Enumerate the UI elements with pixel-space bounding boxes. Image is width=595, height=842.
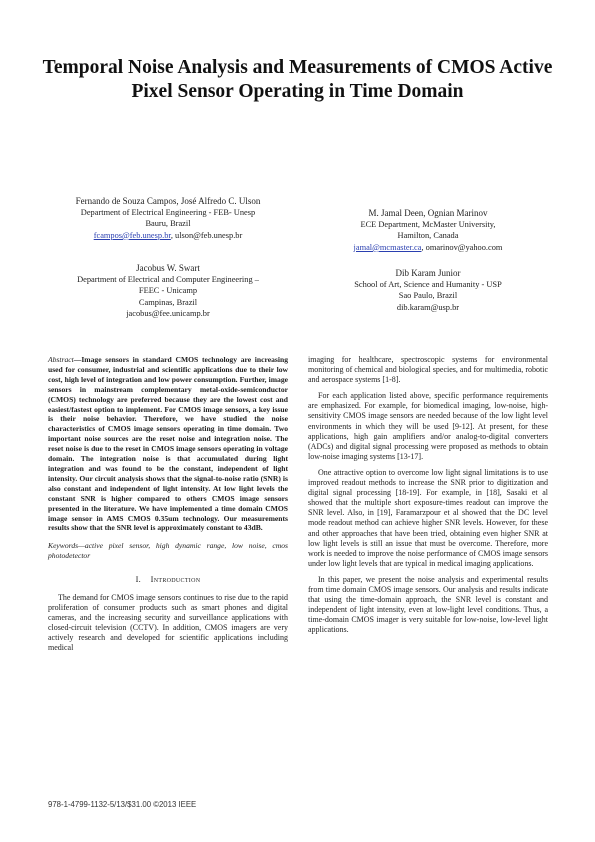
email-text: , omarinov@yahoo.com [421, 242, 503, 252]
author-block-karam [308, 268, 548, 313]
right-column [308, 355, 548, 641]
author-department: Department of Electrical Engineering - FEB- Unesp [80, 208, 256, 218]
section-heading-introduction [48, 575, 288, 585]
author-department: Department of Electrical and Computer Engineering – [77, 275, 259, 285]
email-link[interactable]: jamal@mcmaster.ca [353, 242, 422, 252]
abstract [48, 355, 288, 533]
section-number: I. [135, 574, 142, 584]
author-block-campos-ulson [48, 196, 288, 241]
copyright-footer: 978-1-4799-1132-5/13/$31.00 ©2013 IEEE [48, 800, 197, 809]
left-column [48, 355, 288, 659]
author-email: dib.karam@usp.br [396, 302, 460, 312]
author-email: jacobus@fee.unicamp.br [126, 308, 210, 318]
body-paragraph: imaging for healthcare, spectroscopic systems for environmental monitoring of chemical and biological species, and for multimedia, robotic and aerospace systems [1-8]. [308, 355, 548, 385]
author-names: Jacobus W. Swart [136, 263, 200, 273]
paper-title: Temporal Noise Analysis and Measurements of CMOS Active Pixel Sensor Operating in Time Domain [42, 57, 553, 102]
author-emails [308, 242, 548, 253]
intro-paragraph: The demand for CMOS image sensors continues to rise due to the rapid proliferation of consumer products such as smart phones and digital cameras, and the increasing security and surveillance applications with closed-circuit television (CCTV). In addition, CMOS imagers are very actively research and developed for scientific applications including medical [48, 592, 288, 653]
email-link[interactable]: fcampos@feb.unesp.br [93, 230, 171, 240]
abstract-text: —Image sensors in standard CMOS technology are increasing used for consumer, industrial and scientific applications due to their low cost, high level of integration and low power consumption. Further, image sensors in mainstream complementary metal-oxide-semiconductor (CMOS) technology are preferred because they are the lowest cost and easiest/fastest option to implement. For CMOS image sensors, a key issue is their noise behavior. Therefore, we have studied the noise characteristics of CMOS image sensors operating in time domain. Two important noise sources are the reset noise and integration noise. The reset noise is due to the reset in CMOS image sensors operating in voltage domain. The integration noise is that accumulated during light integration and was found to be the constant, independent of light intensity. Our circuit analysis shows that the signal-to-noise ratio (SNR) is also constant and independent of light intensity. At low light levels the constant SNR is higher compared to others CMOS image sensors presented in the literature. We have implemented a time domain CMOS image sensor in AMS CMOS 0.35um technology. Our measurements results show that the SNR level is approximately constant to 43dB. [48, 355, 288, 533]
author-names: M. Jamal Deen, Ognian Marinov [368, 208, 488, 218]
author-department-unit: FEEC - Unicamp [138, 286, 198, 296]
abstract-lead: Abstract [48, 355, 74, 364]
author-city: Campinas, Brazil [138, 297, 198, 307]
author-city: Hamilton, Canada [397, 231, 459, 241]
author-names: Fernando de Souza Campos, José Alfredo C. Ulson [75, 196, 261, 206]
body-paragraph: One attractive option to overcome low light signal limitations is to use improved readout methods to increase the SNR prior to digitization and digital signal processing [18-19]. For example, in [18], Sasaki et al showed that the multiple short exposure-times readout can improve the SNR level. Also, in [19], Faramarzpour et al showed that the DC level mode readout method can achieve higher SNR levels. However, for these and other approaches that have been tried, obtaining even higher SNR at low light levels is still an issue that must be overcome. Therefore, more work is needed to improve the noise performance of CMOS image sensors under low light levels that are typical in medical imaging applications. [308, 467, 548, 568]
author-city: Sao Paulo, Brazil [398, 291, 458, 301]
author-block-swart [48, 263, 288, 319]
body-paragraph: For each application listed above, specific performance requirements are emphasized. For example, for biomedical imaging, low-noise, high-sensitivity CMOS image sensors are needed because of the low light level environments in which they will be used [9-12]. At present, for these applications, high gain amplifiers and/or analog-to-digital converters (ADCs) and digital signal processing were proposed as methods to obtain low-noise imaging systems [13-17]. [308, 391, 548, 461]
author-department: ECE Department, McMaster University, [360, 220, 496, 230]
author-department: School of Art, Science and Humanity - USP [354, 280, 502, 290]
author-city: Bauru, Brazil [145, 219, 191, 229]
keywords: Keywords—active pixel sensor, high dynamic range, low noise, cmos photodetector [48, 541, 288, 560]
author-block-deen-marinov [308, 208, 548, 253]
email-text: , ulson@feb.unesp.br [170, 230, 243, 240]
section-title: Introduction [150, 574, 201, 584]
author-names: Dib Karam Junior [395, 268, 461, 278]
body-paragraph: In this paper, we present the noise analysis and experimental results from time domain CMOS image sensors. Our analysis and results indicate that using the time-domain approach, the SNR level is constant and independent of light intensity, even at low-light level conditions. Thus, a time-domain CMOS imager is very suitable for low-noise, low-level light applications. [308, 574, 548, 635]
author-emails [48, 230, 288, 241]
